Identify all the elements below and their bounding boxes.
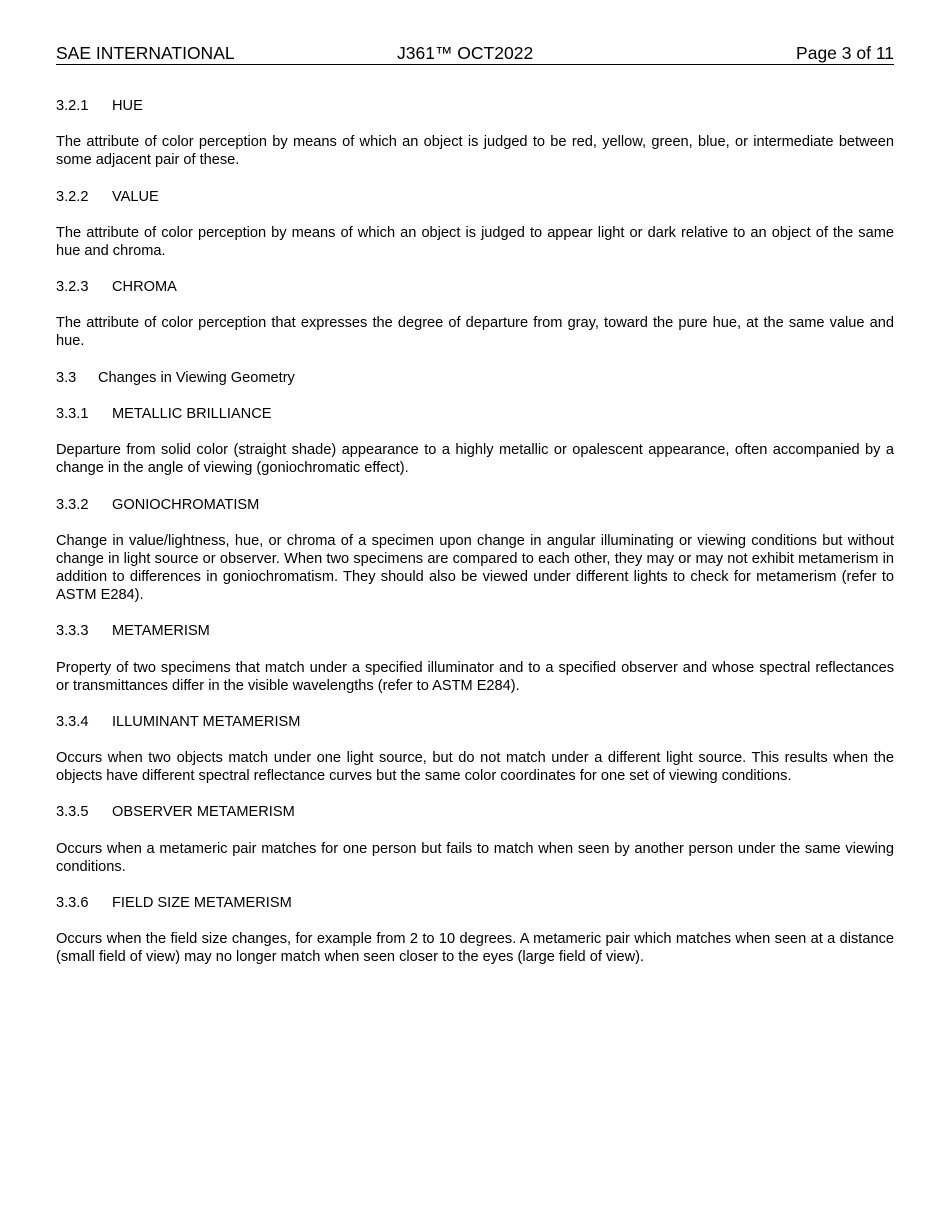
section-heading — [56, 188, 894, 206]
section-heading — [56, 894, 894, 912]
section-number: 3.3.6 — [56, 895, 89, 912]
section-heading — [56, 278, 894, 296]
section-number: 3.2.1 — [56, 98, 89, 114]
document-body — [56, 97, 894, 985]
section-title: CHROMA — [112, 279, 177, 296]
section-number: 3.3.3 — [56, 623, 89, 640]
section-heading — [56, 496, 894, 514]
section-title: METALLIC BRILLIANCE — [112, 406, 272, 423]
section-title: HUE — [112, 98, 143, 114]
section-number: 3.2.3 — [56, 279, 89, 296]
section-number: 3.3.1 — [56, 406, 89, 423]
header-page-number: Page 3 of 11 — [796, 43, 894, 63]
section-paragraph: The attribute of color perception that expresses the degree of departure from gray, toward the pure hue, at the same value and hue. — [56, 315, 894, 350]
section-title: VALUE — [112, 188, 159, 205]
section-paragraph: Property of two specimens that match under a specified illuminator and to a specified observer and whose spectral reflectances or transmittances differ in the visible wavelengths (refer to ASTM E284). — [56, 659, 894, 694]
section-number: 3.3.2 — [56, 496, 89, 513]
section-heading — [56, 369, 894, 387]
section-heading — [56, 622, 894, 640]
section-heading — [56, 803, 894, 821]
section-paragraph: Departure from solid color (straight shade) appearance to a highly metallic or opalescent appearance, often accompanied by a change in the angle of viewing (goniochromatic effect). — [56, 442, 894, 477]
section-number: 3.3.5 — [56, 804, 89, 821]
section-paragraph: Change in value/lightness, hue, or chroma of a specimen upon change in angular illuminating or viewing conditions but without change in light source or observer. When two specimens are compared to each other, they may or may not exhibit metamerism in addition to differences in goniochromatism. They should also be viewed under different lights to check for metamerism (refer to ASTM E284). — [56, 532, 894, 603]
section-title: ILLUMINANT METAMERISM — [112, 713, 301, 730]
section-title: GONIOCHROMATISM — [112, 496, 260, 513]
section-paragraph: Occurs when the field size changes, for example from 2 to 10 degrees. A metameric pair which matches when seen at a distance (small field of view) may no longer match when seen closer to the eyes (large field of view). — [56, 931, 894, 966]
section-heading — [56, 405, 894, 423]
section-paragraph: The attribute of color perception by means of which an object is judged to be red, yellow, green, blue, or intermediate between some adjacent pair of these. — [56, 134, 894, 169]
section-number: 3.3.4 — [56, 713, 89, 730]
section-title: FIELD SIZE METAMERISM — [112, 895, 292, 912]
section-number: 3.3 — [56, 369, 77, 386]
section-heading — [56, 713, 894, 731]
page-header — [56, 43, 894, 65]
section-title: Changes in Viewing Geometry — [98, 369, 295, 386]
section-number: 3.2.2 — [56, 188, 89, 205]
section-paragraph: Occurs when a metameric pair matches for one person but fails to match when seen by another person under the same viewing conditions. — [56, 840, 894, 875]
section-title: METAMERISM — [112, 623, 210, 640]
section-heading — [56, 97, 894, 115]
section-title: OBSERVER METAMERISM — [112, 804, 295, 821]
header-document-id: J361™ OCT2022 — [397, 43, 534, 63]
section-paragraph: Occurs when two objects match under one light source, but do not match under a different light source. This results when the objects have different spectral reflectance curves but the same color coordinates for one set of viewing conditions. — [56, 750, 894, 785]
header-organization: SAE INTERNATIONAL — [56, 43, 235, 63]
section-paragraph: The attribute of color perception by means of which an object is judged to appear light or dark relative to an object of the same hue and chroma. — [56, 224, 894, 259]
